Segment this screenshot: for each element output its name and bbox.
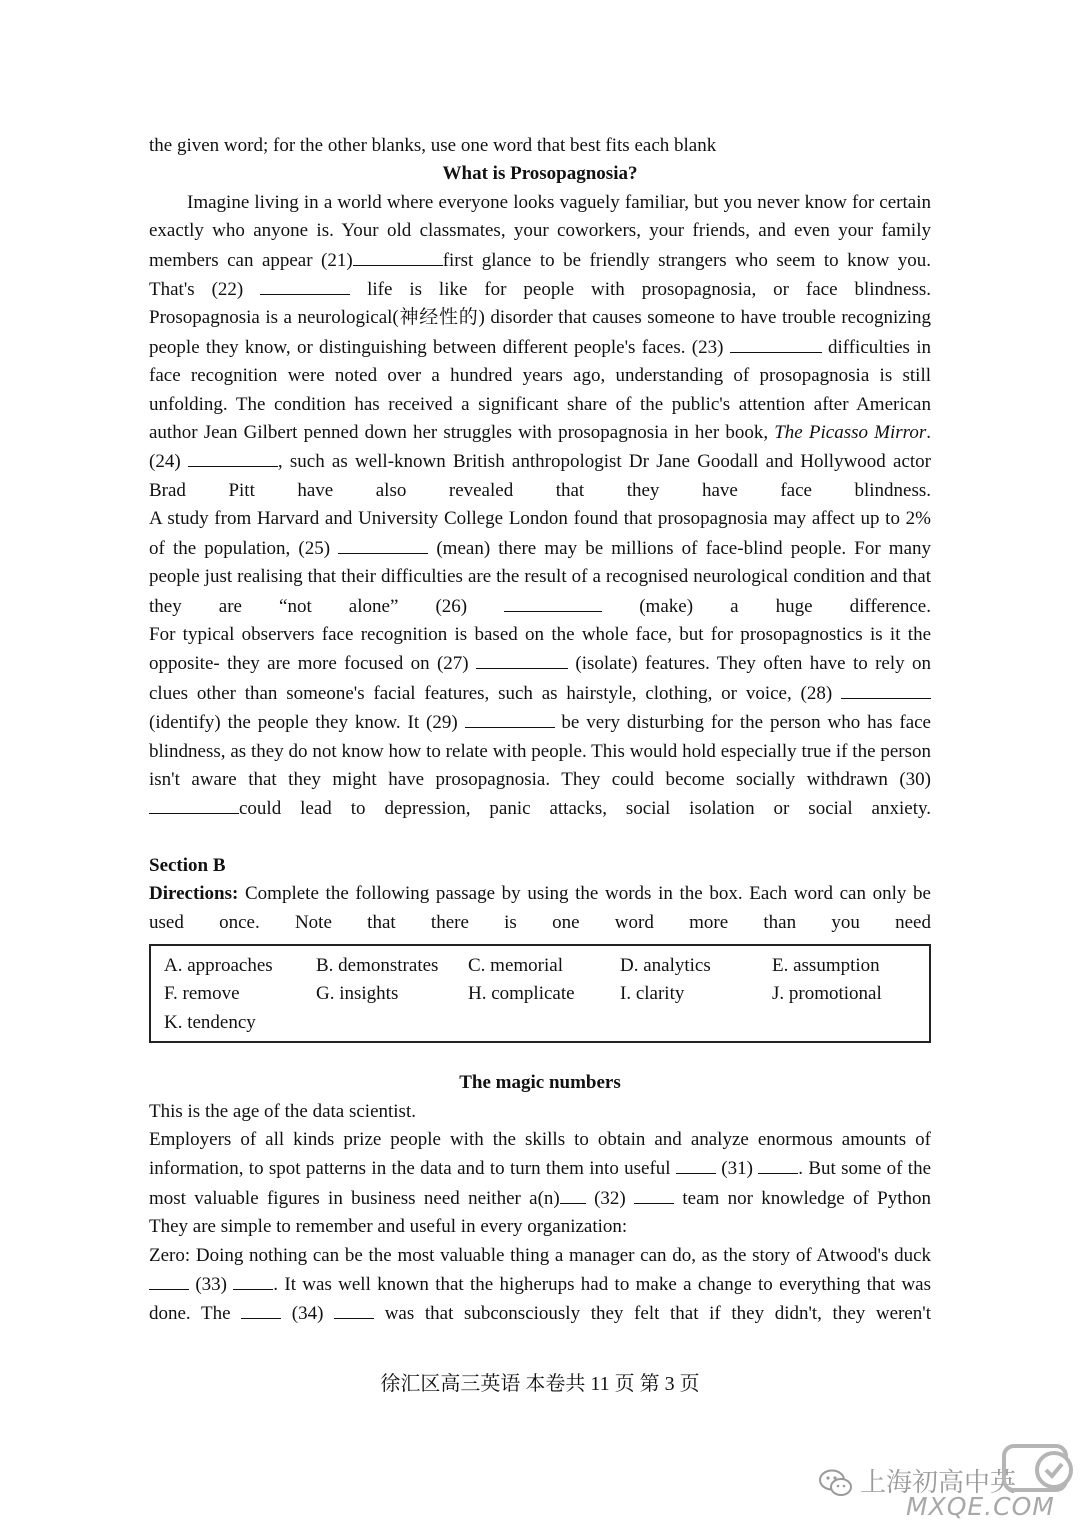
answer-blank-23[interactable] xyxy=(730,333,822,353)
paragraph: This is the age of the data scientist. xyxy=(149,1100,416,1122)
answer-blank-33a[interactable] xyxy=(149,1270,189,1290)
word-box xyxy=(149,944,931,1043)
word-row xyxy=(164,952,929,980)
answer-blank-22[interactable] xyxy=(260,275,350,295)
word-option: G. insights xyxy=(316,983,399,1005)
answer-blank-33b[interactable] xyxy=(233,1270,273,1290)
wechat-icon xyxy=(818,1468,854,1498)
answer-blank-27[interactable] xyxy=(476,649,568,669)
word-option: F. remove xyxy=(164,983,240,1005)
watermark-text: 上海初高中英 xyxy=(860,1468,1017,1498)
answer-blank-34b[interactable] xyxy=(334,1299,374,1319)
answer-blank-29[interactable] xyxy=(465,708,555,728)
answer-blank-26[interactable] xyxy=(504,592,602,612)
paragraph: For typical observers face recognition is based on the whole face, but for prosopagnostics is it the opposite- they are more focused on (27) (isolate) features. They often have to rely on clues other than someone's facial features, such as hairstyle, clothing, or voice, (28) (identify) the people they know. It (29) be very disturbing for the person who has face blindness, as they do not know how to relate with people. This would hold especially true if the person isn't aware that they might have prosopagnosia. They could become socially withdrawn (30) could lead to depression, panic attacks, social isolation or social anxiety. xyxy=(149,623,932,820)
word-option: H. complicate xyxy=(468,983,575,1005)
answer-blank-28[interactable] xyxy=(841,679,931,699)
paragraph: A study from Harvard and University College London found that prosopagnosia may affect up to 2% of the population, (25) (mean) there may be millions of face-blind people. For many people just realising that their difficulties are the result of a recognised neurological condition and that they are “not alone” (26) (make) a huge difference. xyxy=(149,508,932,617)
word-option: C. memorial xyxy=(468,954,563,976)
exam-page xyxy=(149,132,931,1329)
intro-line: the given word; for the other blanks, use one word that best fits each blank xyxy=(149,135,717,156)
word-row xyxy=(164,980,929,1008)
answer-blank-32b[interactable] xyxy=(634,1184,674,1204)
watermark-site: MXQE.COM xyxy=(906,1492,1055,1521)
answer-blank-21[interactable] xyxy=(353,246,443,266)
paragraph: Zero: Doing nothing can be the most valuable thing a manager can do, as the story of Atwood's duck (33) . It was well known that the higherups had to make a change to everything that was done. The (34) was that subconsciously they felt that if they didn't, they weren't xyxy=(149,1244,932,1325)
answer-blank-24[interactable] xyxy=(188,447,278,467)
answer-logo-icon xyxy=(1000,1440,1076,1500)
answer-blank-32a[interactable] xyxy=(560,1184,586,1204)
page-footer: 徐汇区高三英语 本卷共 11 页 第 3 页 xyxy=(380,1373,700,1395)
paragraph: Employers of all kinds prize people with the skills to obtain and analyze enormous amounts of information, to spot patterns in the data and to turn them into useful (31) . But some of the most valuable figures in business need neither a(n) (32) team nor knowledge of Python xyxy=(149,1129,931,1209)
answer-blank-31a[interactable] xyxy=(676,1154,716,1174)
section-heading: Section B xyxy=(149,854,226,876)
answer-blank-31b[interactable] xyxy=(758,1154,798,1174)
word-option: A. approaches xyxy=(164,954,273,976)
paragraph: They are simple to remember and useful in every organization: xyxy=(149,1216,628,1238)
answer-blank-30[interactable] xyxy=(149,794,239,814)
paragraph: Prosopagnosia is a neurological(神经性的) disorder that causes someone to have trouble recognizing people they know, or distinguishing between different people's faces. (23) difficulties in face recognition were noted over a hundred years ago, understanding of prosopagnosia is still unfolding. The condition has received a significant share of the public's attention after American author Jean Gilbert penned down her struggles with prosopagnosia in her book, The Picasso Mirror. (24) , such as well-known British anthropologist Dr Jane Goodall and Hollywood actor Brad Pitt have also revealed that they have face blindness. xyxy=(149,307,932,501)
paragraph: Imagine living in a world where everyone looks vaguely familiar, but you never know for certain exactly who anyone is. Your old classmates, your coworkers, your friends, and even your family members can appear (21) first glance to be friendly strangers who seem to know you. That's (22) life is like for people with prosopagnosia, or face blindness. xyxy=(149,191,932,301)
passage-title: What is Prosopagnosia? xyxy=(442,163,638,185)
word-option: E. assumption xyxy=(772,954,880,976)
book-title: The Picasso Mirror xyxy=(774,422,927,444)
passage-title: The magic numbers xyxy=(459,1072,621,1094)
answer-blank-34a[interactable] xyxy=(241,1299,281,1319)
word-option: J. promotional xyxy=(772,983,882,1005)
word-option: D. analytics xyxy=(620,954,711,976)
directions-label: Directions: xyxy=(149,883,239,905)
word-option: I. clarity xyxy=(620,983,685,1005)
word-row xyxy=(164,1009,929,1037)
directions: Directions: Complete the following passage by using the words in the box. Each word can only be used once. Note that there is one word more than you need xyxy=(149,883,931,933)
word-option: K. tendency xyxy=(164,1011,256,1033)
word-option: B. demonstrates xyxy=(316,954,439,976)
answer-blank-25[interactable] xyxy=(338,534,428,554)
